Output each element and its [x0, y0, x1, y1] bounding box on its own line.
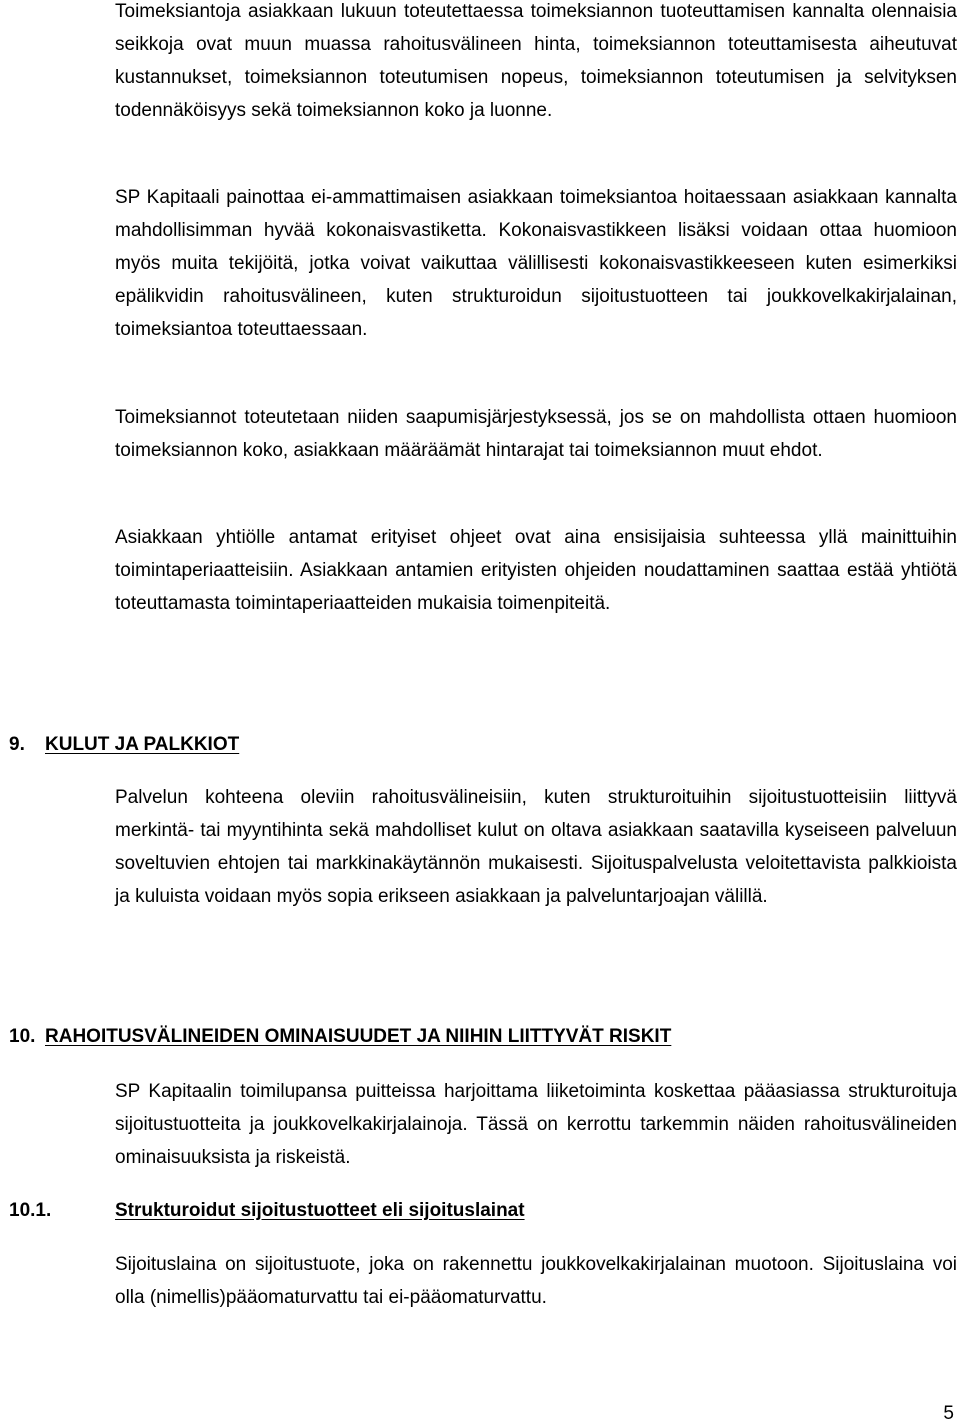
section-9-number: 9. [9, 734, 25, 755]
paragraph-execution-factors: Toimeksiantoja asiakkaan lukuun toteutettaessa toimeksiannon tuoteuttamisen kannalta olennaisia seikkoja ovat muun muassa rahoitusvälineen hinta, toimeksiannon toteuttamisesta aiheutuvat kustannukset, toimeksiannon toteutumisen nopeus, toimeksiannon toteutumisen ja selvityksen todennäköisyys sekä toimeksiannon koko ja luonne. [115, 1, 957, 121]
section-9-title: KULUT JA PALKKIOT [45, 734, 240, 755]
paragraph-order-sequence: Toimeksiannot toteutetaan niiden saapumisjärjestyksessä, jos se on mahdollista ottaen huomioon toimeksiannon koko, asiakkaan määräämät hintarajat tai toimeksiannon muut ehdot. [115, 407, 957, 461]
section-10-1-number: 10.1. [9, 1200, 52, 1221]
paragraph-costs-fees: Palvelun kohteena oleviin rahoitusvälineisiin, kuten strukturoituihin sijoitustuotteisiin liittyvä merkintä- tai myyntihinta sekä mahdolliset kulut on oltava asiakkaan saatavilla kyseiseen palveluun soveltuvien ehtojen tai markkinakäytännön mukaisesti. Sijoituspalvelusta veloitettavista palkkioista ja kuluista voidaan myös sopia erikseen asiakkaan ja palveluntarjoajan välillä. [115, 787, 957, 907]
paragraph-client-instructions: Asiakkaan yhtiölle antamat erityiset ohjeet ovat aina ensisijaisia suhteessa yllä mainittuihin toimintaperiaatteisiin. Asiakkaan antamien erityisten ohjeiden noudattaminen saattaa estää yhtiötä toteuttamasta toimintaperiaatteiden mukaisia toimenpiteitä. [115, 527, 957, 614]
paragraph-total-consideration: SP Kapitaali painottaa ei-ammattimaisen asiakkaan toimeksiantoa hoitaessaan asiakkaan kannalta mahdollisimman hyvää kokonaisvastiketta. Kokonaisvastikkeen lisäksi voidaan ottaa huomioon myös muita tekijöitä, jotka voivat vaikuttaa välillisesti kokonaisvastikkeeseen kuten esimerkiksi epälikvidin rahoitusvälineen, kuten strukturoidun sijoitustuotteen tai joukkovelkakirjalainan, toimeksiantoa toteuttaessaan. [115, 187, 957, 340]
paragraph-instruments-intro: SP Kapitaalin toimilupansa puitteissa harjoittama liiketoiminta koskettaa pääasiassa strukturoituja sijoitustuotteita ja joukkovelkakirjalainoja. Tässä on kerrottu tarkemmin näiden rahoitusvälineiden ominaisuuksista ja riskeistä. [115, 1081, 957, 1168]
page-number: 5 [943, 1403, 954, 1424]
section-10-title: RAHOITUSVÄLINEIDEN OMINAISUUDET JA NIIHIN LIITTYVÄT RISKIT [45, 1026, 672, 1047]
paragraph-structured-products: Sijoituslaina on sijoitustuote, joka on rakennettu joukkovelkakirjalainan muotoon. Sijoituslaina voi olla (nimellis)pääomaturvattu tai ei-pääomaturvattu. [115, 1254, 957, 1308]
section-10-1-title: Strukturoidut sijoitustuotteet eli sijoituslainat [115, 1200, 525, 1221]
section-10-number: 10. [9, 1026, 36, 1047]
